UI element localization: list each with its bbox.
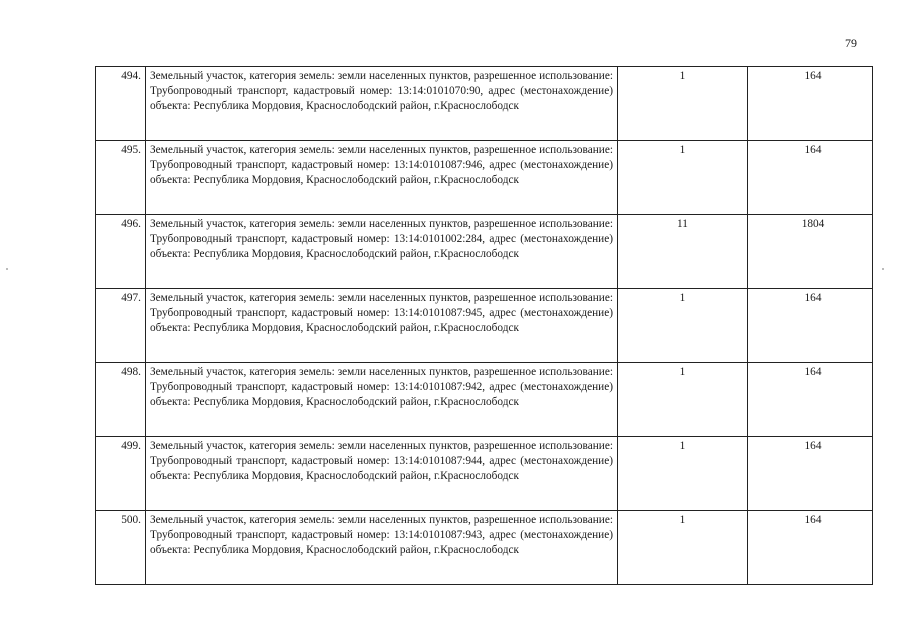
- row-description: Земельный участок, категория земель: земли населенных пунктов, разрешенное использование: Трубопроводный транспорт, кадастровый номер: 13:14:0101087:943, адрес (местонахождение) объекта: Республика Мордовия, Краснослободский район, г.Краснослободск: [146, 511, 618, 585]
- row-number: 494.: [96, 67, 146, 141]
- row-description: Земельный участок, категория земель: земли населенных пунктов, разрешенное использование: Трубопроводный транспорт, кадастровый номер: 13:14:0101087:945, адрес (местонахождение) объекта: Республика Мордовия, Краснослободский район, г.Краснослободск: [146, 289, 618, 363]
- row-quantity: 1: [618, 511, 748, 585]
- row-quantity: 1: [618, 437, 748, 511]
- scan-speck: [882, 268, 884, 270]
- table-row: [96, 363, 873, 437]
- row-value: 1804: [748, 215, 873, 289]
- row-quantity: 1: [618, 289, 748, 363]
- row-description: Земельный участок, категория земель: земли населенных пунктов, разрешенное использование: Трубопроводный транспорт, кадастровый номер: 13:14:0101087:942, адрес (местонахождение) объекта: Республика Мордовия, Краснослободский район, г.Краснослободск: [146, 363, 618, 437]
- row-number: 497.: [96, 289, 146, 363]
- row-number: 498.: [96, 363, 146, 437]
- table-row: [96, 141, 873, 215]
- table-row: [96, 215, 873, 289]
- scan-speck: [6, 268, 8, 270]
- row-number: 496.: [96, 215, 146, 289]
- row-value: 164: [748, 141, 873, 215]
- row-description: Земельный участок, категория земель: земли населенных пунктов, разрешенное использование: Трубопроводный транспорт, кадастровый номер: 13:14:0101087:944, адрес (местонахождение) объекта: Республика Мордовия, Краснослободский район, г.Краснослободск: [146, 437, 618, 511]
- table-row: [96, 511, 873, 585]
- table-row: [96, 437, 873, 511]
- table-row: [96, 289, 873, 363]
- row-description: Земельный участок, категория земель: земли населенных пунктов, разрешенное использование: Трубопроводный транспорт, кадастровый номер: 13:14:0101087:946, адрес (местонахождение) объекта: Республика Мордовия, Краснослободский район, г.Краснослободск: [146, 141, 618, 215]
- row-value: 164: [748, 511, 873, 585]
- row-description: Земельный участок, категория земель: земли населенных пунктов, разрешенное использование: Трубопроводный транспорт, кадастровый номер: 13:14:0101070:90, адрес (местонахождение) объекта: Республика Мордовия, Краснослободский район, г.Краснослободск: [146, 67, 618, 141]
- row-value: 164: [748, 67, 873, 141]
- row-number: 495.: [96, 141, 146, 215]
- table-row: [96, 67, 873, 141]
- row-quantity: 11: [618, 215, 748, 289]
- row-quantity: 1: [618, 363, 748, 437]
- row-description: Земельный участок, категория земель: земли населенных пунктов, разрешенное использование: Трубопроводный транспорт, кадастровый номер: 13:14:0101002:284, адрес (местонахождение) объекта: Республика Мордовия, Краснослободский район, г.Краснослободск: [146, 215, 618, 289]
- row-number: 499.: [96, 437, 146, 511]
- row-value: 164: [748, 437, 873, 511]
- row-value: 164: [748, 363, 873, 437]
- row-quantity: 1: [618, 67, 748, 141]
- page-number: 79: [845, 36, 857, 50]
- row-value: 164: [748, 289, 873, 363]
- property-table: [95, 66, 873, 585]
- row-quantity: 1: [618, 141, 748, 215]
- row-number: 500.: [96, 511, 146, 585]
